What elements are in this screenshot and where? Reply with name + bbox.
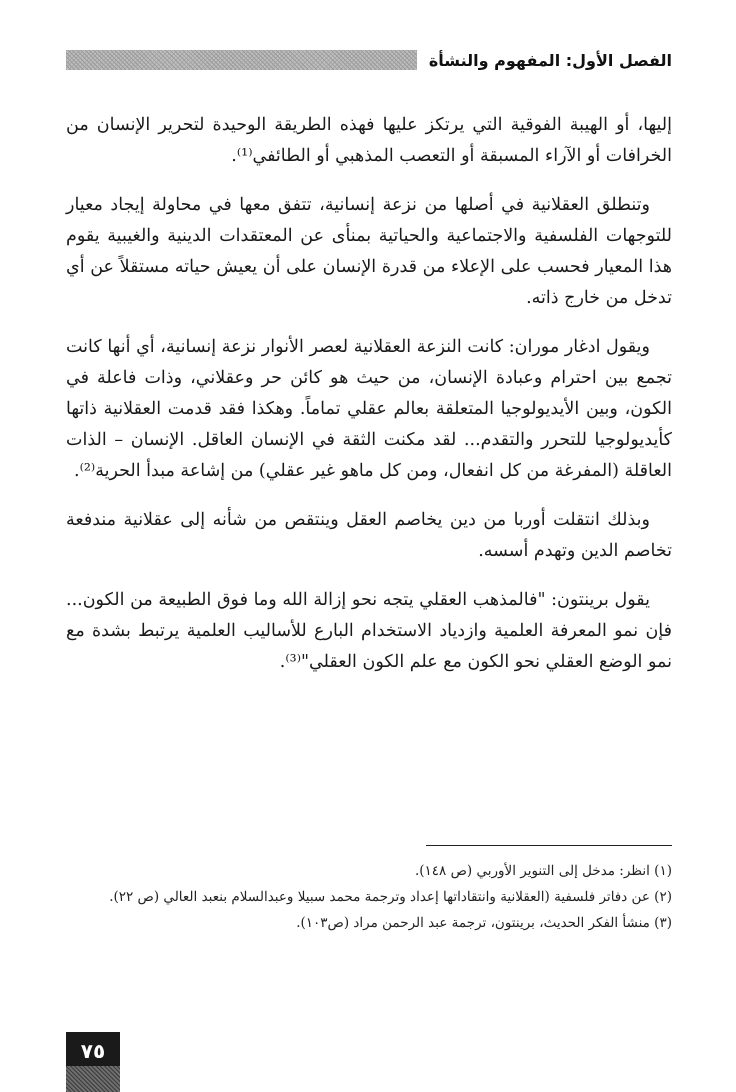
page-number-texture bbox=[66, 1066, 120, 1092]
paragraph: وتنطلق العقلانية في أصلها من نزعة إنسانية، تتفق معها في محاولة إيجاد معيار للتوجهات الفلسفية والاجتماعية والحياتية بمنأى عن المعتقدات الدينية والغيبية يقوم هذا المعيار فحسب على الإعلاء من قدرة الإنسان على أن يعيش حياته مستقلاً عن أي تدخل من خارج ذاته. bbox=[66, 195, 672, 308]
footnote-separator bbox=[426, 845, 672, 846]
footnote: (١) انظر: مدخل إلى التنوير الأوربي (ص ١٤٨). bbox=[414, 863, 672, 879]
page-number: ٧٥ bbox=[80, 1039, 106, 1063]
paragraph: ويقول ادغار موران: كانت النزعة العقلانية لعصر الأنوار نزعة إنسانية، أي أنها كانت تجمع بين احترام وعبادة الإنسان، من حيث هو كائن حر وعقلاني، وذات فاعلة في الكون، وبين الأيديولوجيا المتعلقة بعالم عقلي تماماً. وهكذا فقد قدمت العقلانية ذاتها كأيديولوجيا للتحرر والتقدم... لقد مكنت الثقة في الإنسان العاقل. الإنسان – الذات العاقلة (المفرغة من كل انفعال، ومن كل ماهو غير عقلي) من إشاعة مبدأ الحرية⁽²⁾. bbox=[66, 337, 672, 481]
paragraph: إليها، أو الهيبة الفوقية التي يرتكز عليها فهذه الطريقة الوحيدة لتحرير الإنسان من الخرافات أو الآراء المسبقة أو التعصب المذهبي أو الطائفي⁽¹⁾. bbox=[66, 115, 672, 166]
page-number-box bbox=[66, 1032, 120, 1092]
body-text bbox=[66, 110, 672, 696]
header-decorative-band bbox=[66, 50, 417, 70]
chapter-title: الفصل الأول: المفهوم والنشأة bbox=[428, 50, 672, 70]
footnote: (٣) منشأ الفكر الحديث، برينتون، ترجمة عبد الرحمن مراد (ص١٠٣). bbox=[296, 915, 672, 931]
running-header bbox=[66, 44, 672, 76]
footnotes bbox=[66, 858, 672, 936]
footnote: (٢) عن دفاتر فلسفية (العقلانية وانتقاداتها إعداد وترجمة محمد سبيلا وعبدالسلام بنعبد العالي (ص ٢٢). bbox=[109, 889, 672, 905]
paragraph: يقول برينتون: "فالمذهب العقلي يتجه نحو إزالة الله وما فوق الطبيعة من الكون... فإن نمو المعرفة العلمية وازدياد الاستخدام البارع للأساليب العلمية يرتبط بشدة مع نمو الوضع العقلي نحو الكون مع علم الكون العقلي"⁽³⁾. bbox=[66, 590, 672, 672]
paragraph: وبذلك انتقلت أوربا من دين يخاصم العقل وينتقص من شأنه إلى عقلانية مندفعة تخاصم الدين وتهدم أسسه. bbox=[66, 510, 672, 561]
